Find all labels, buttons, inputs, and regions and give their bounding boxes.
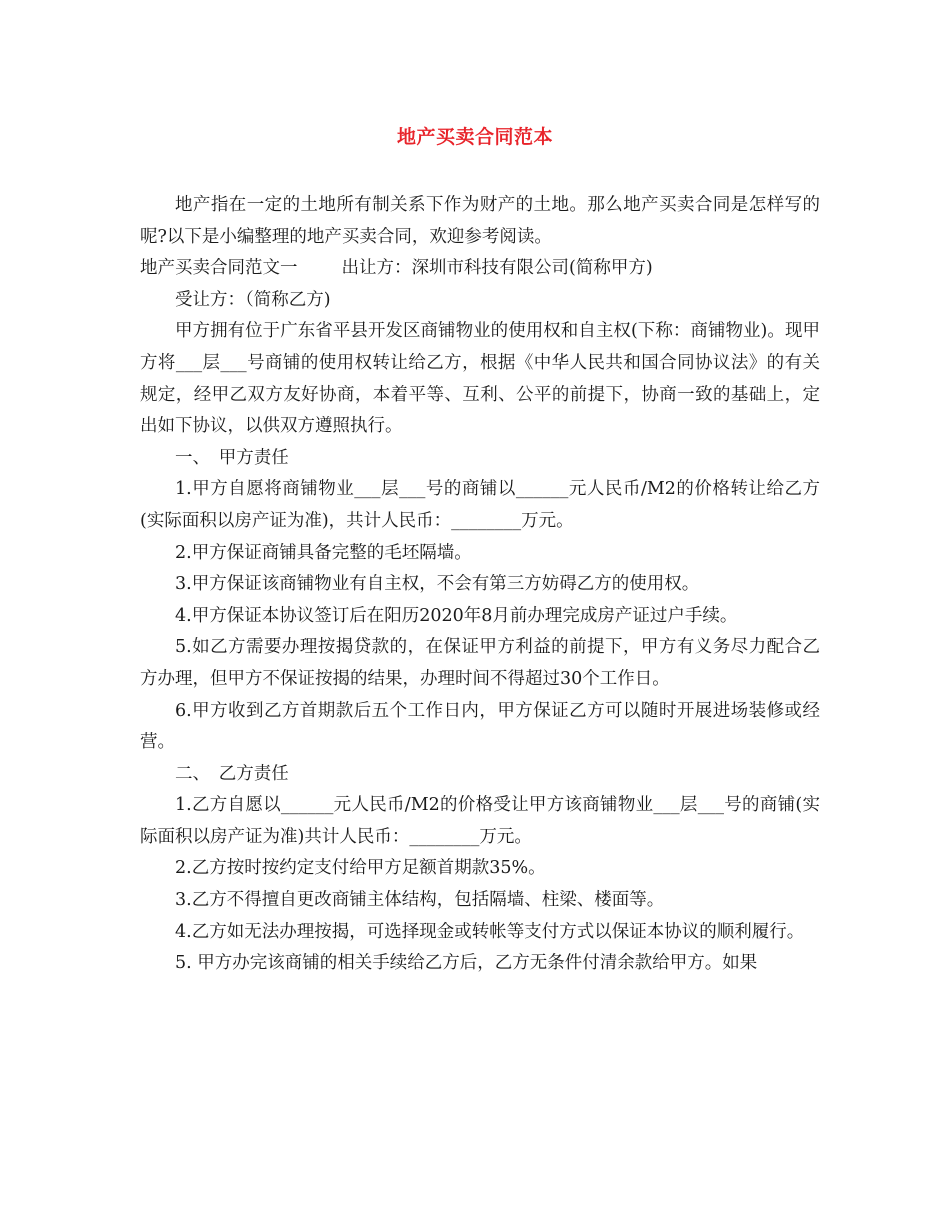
clause-b-3: 3.乙方不得擅自更改商铺主体结构，包括隔墙、柱梁、楼面等。 [175, 890, 665, 911]
section-heading-party-b: 二、 乙方责任 [175, 763, 289, 784]
paragraph-intro: 地产指在一定的土地所有制关系下作为财产的土地。那么地产买卖合同是怎样写的呢?以下是小编整理的地产买卖合同，欢迎参考阅读。 [140, 195, 820, 247]
transferor-label: 出让方：深圳市科技有限公司(简称甲方) [341, 258, 653, 279]
clause-a-4: 4.甲方保证本协议签订后在阳历2020年8月前办理完成房产证过户手续。 [175, 605, 738, 626]
paragraph-transferee: 受让方：（简称乙方) [175, 289, 331, 310]
sample-label: 地产买卖合同范文一 [140, 258, 298, 279]
clause-b-5: 5. 甲方办完该商铺的相关手续给乙方后，乙方无条件付清余款给甲方。如果 [175, 953, 758, 974]
paragraph-preamble: 甲方拥有位于广东省平县开发区商铺物业的使用权和自主权(下称：商铺物业)。现甲方将___层___号商铺的使用权转让给乙方，根据《中华人民共和国合同协议法》的有关规定，经甲乙双方友好协商，本着平等、互利、公平的前提下，协商一致的基础上，定出如下协议，以供双方遵照执行。 [140, 321, 820, 437]
clause-a-2: 2.甲方保证商铺具备完整的毛坯隔墙。 [175, 542, 472, 563]
clause-b-4: 4.乙方如无法办理按揭，可选择现金或转帐等支付方式以保证本协议的顺利履行。 [175, 921, 805, 942]
clause-b-2: 2.乙方按时按约定支付给甲方足额首期款35%。 [175, 858, 546, 879]
clause-a-3: 3.甲方保证该商铺物业有自主权，不会有第三方妨碍乙方的使用权。 [175, 574, 700, 595]
clause-b-1: 1.乙方自愿以______元人民币/M2的价格受让甲方该商铺物业___层___号的商铺(实际面积以房产证为准)共计人民币：________万元。 [140, 795, 820, 847]
clause-a-5: 5.如乙方需要办理按揭贷款的，在保证甲方利益的前提下，甲方有义务尽力配合乙方办理，但甲方不保证按揭的结果，办理时间不得超过30个工作日。 [140, 637, 820, 689]
document-body [140, 190, 820, 980]
clause-a-1: 1.甲方自愿将商铺物业___层___号的商铺以______元人民币/M2的价格转让给乙方(实际面积以房产证为准)，共计人民币：________万元。 [140, 479, 820, 531]
clause-a-6: 6.甲方收到乙方首期款后五个工作日内，甲方保证乙方可以随时开展进场装修或经营。 [140, 700, 820, 753]
section-heading-party-a: 一、 甲方责任 [175, 447, 289, 468]
document-title: 地产买卖合同范本 [396, 126, 553, 148]
paragraph-sample-heading [140, 253, 820, 285]
